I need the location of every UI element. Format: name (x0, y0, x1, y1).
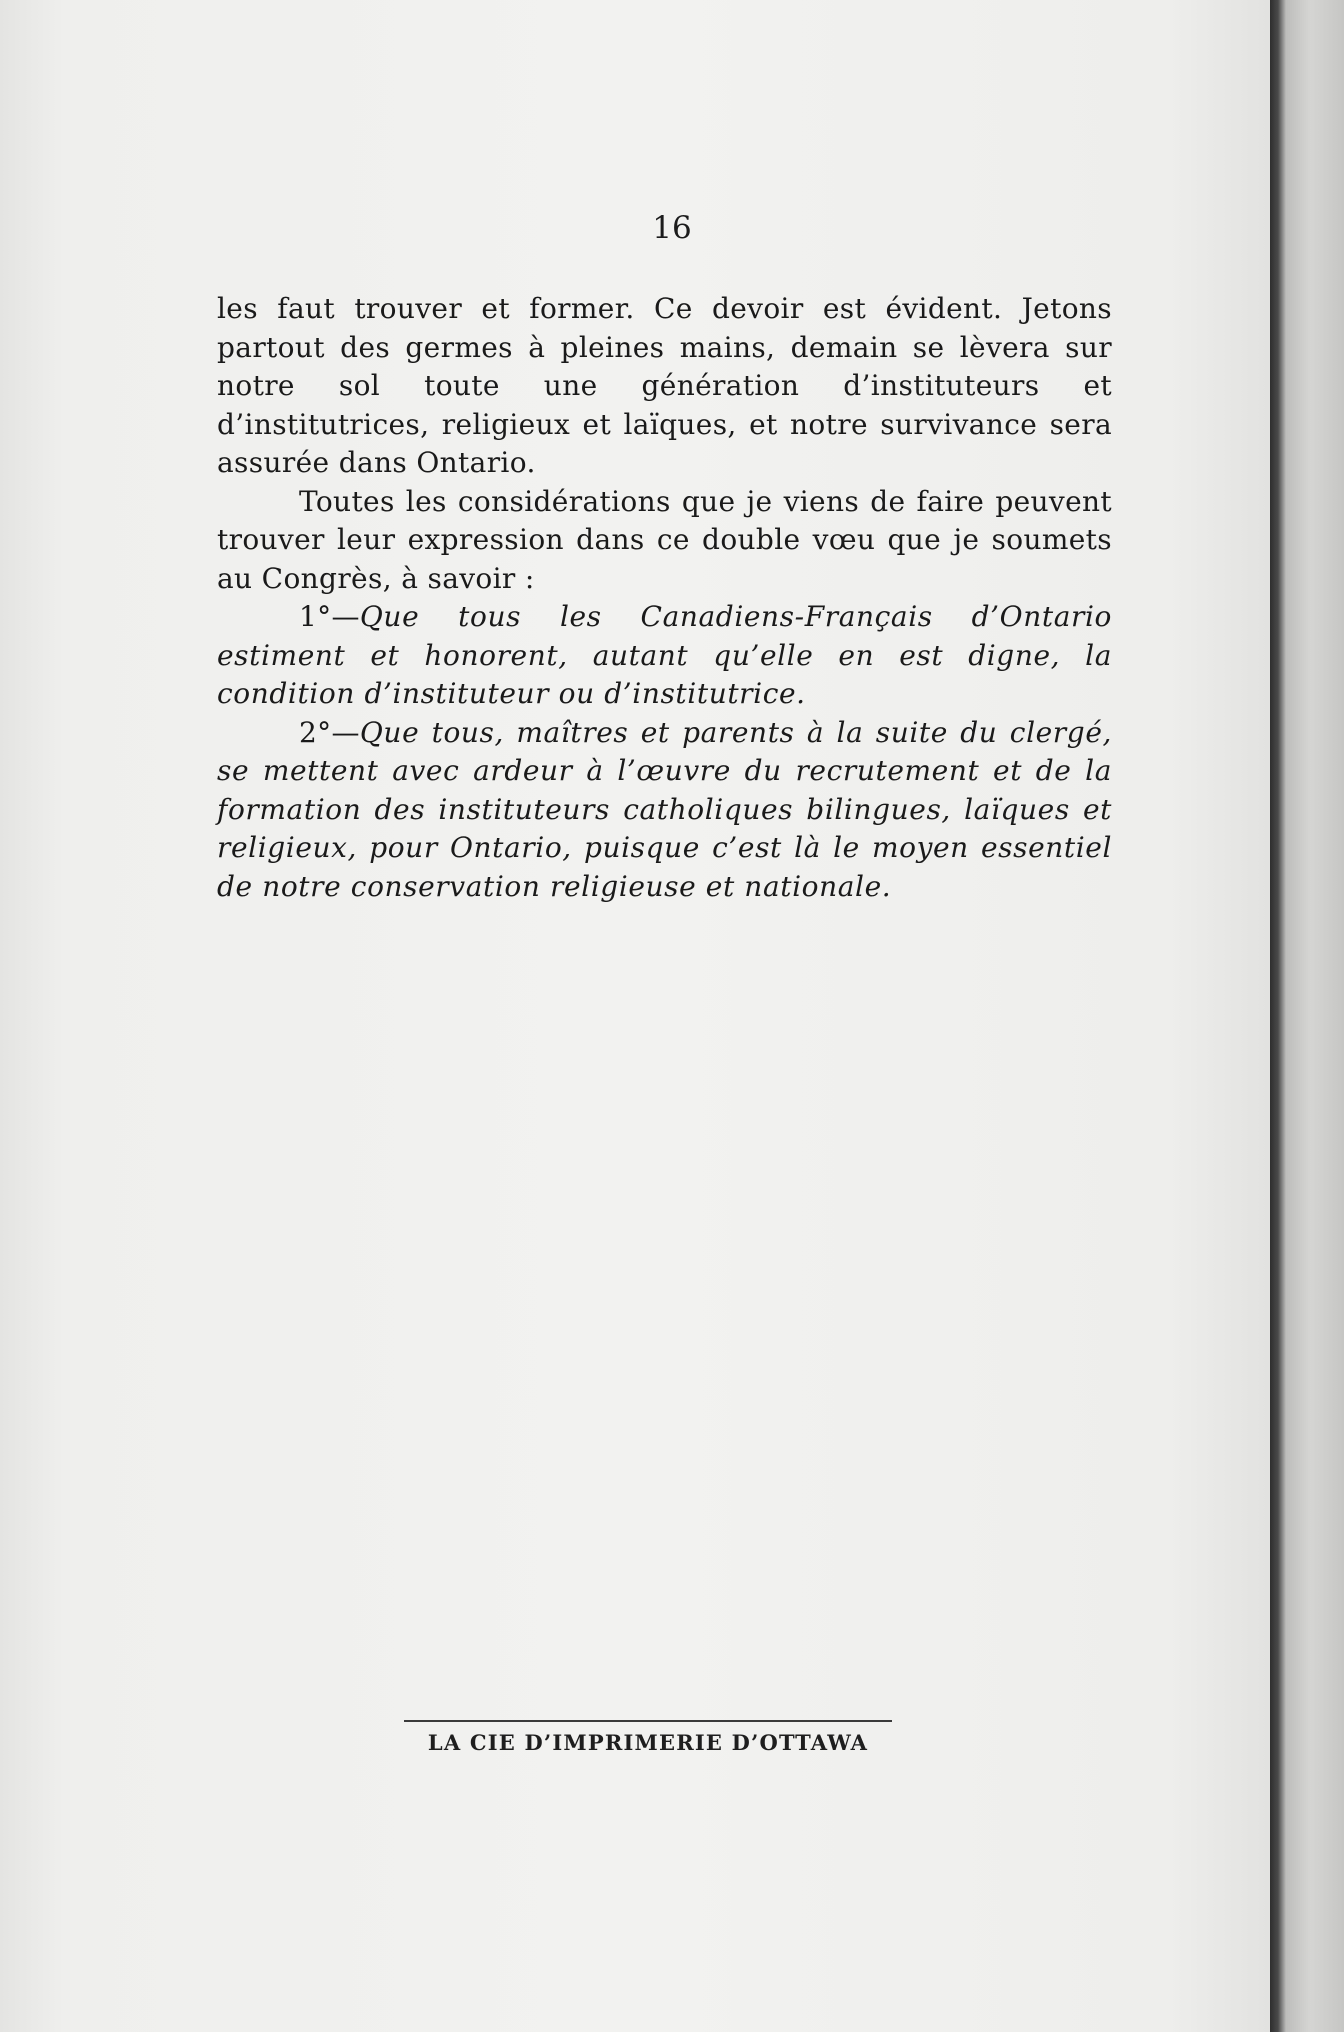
resolution-2-numeral: 2°— (299, 715, 360, 749)
resolution-1 (217, 598, 1112, 714)
imprint-divider (404, 1720, 892, 1722)
body-text (217, 290, 1112, 906)
resolution-1-numeral: 1°— (299, 600, 360, 633)
paragraph-2: Toutes les considérations que je viens de faire peuvent trouver leur expression dans ce double vœu que je soumets au Congrès, à savoir : (217, 484, 1112, 595)
resolution-1-text: Que tous les Canadiens-Français d’Ontario estiment et honorent, autant qu’elle en est digne, la condition d’instituteur ou d’institutrice. (217, 600, 1112, 710)
next-page-edge (1270, 0, 1344, 2032)
resolution-2 (217, 714, 1112, 907)
paragraph-1: les faut trouver et former. Ce devoir est évident. Jetons partout des germes à pleines mains, demain se lèvera sur notre sol toute une génération d’instituteurs et d’institutrices, religieux et laïques, et notre survivance sera assurée dans Ontario. (217, 292, 1112, 479)
page-number: 16 (652, 210, 692, 246)
resolution-2-text: Que tous, maîtres et parents à la suite du clergé, se mettent avec ardeur à l’œuvre du recrutement et de la formation des instituteurs catholiques bilingues, laïques et religieux, pour Ontario, puisque c’est là le moyen essentiel de notre conservation religieuse et nationale. (217, 715, 1112, 903)
printer-imprint: LA CIE D’IMPRIMERIE D’OTTAWA (427, 1730, 869, 1755)
